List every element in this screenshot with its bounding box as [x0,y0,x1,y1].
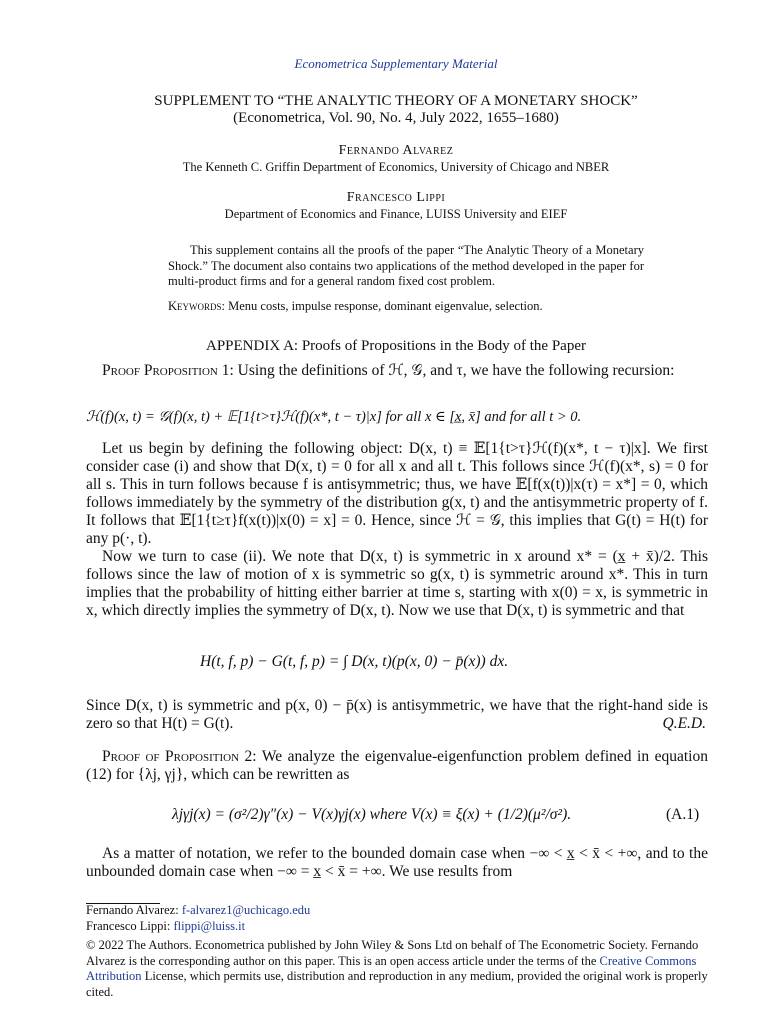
equation-eigen: λjγj(x) = (σ²/2)γ″(x) − V(x)γj(x) where V(x) ≡ ξ(x) + (1/2)(μ²/σ²). [172,806,572,823]
email-link-1[interactable]: f-alvarez1@uchicago.edu [181,903,311,917]
keywords-text: Menu costs, impulse response, dominant eigenvalue, selection. [228,299,543,313]
equation-number: (A.1) [666,806,700,823]
appendix-heading: APPENDIX A: Proofs of Propositions in the Body of the Paper [206,338,586,354]
author-name-2: Francesco Lippi [346,190,446,205]
proof1-label: Proof Proposition 1: [102,362,234,379]
keywords-line [168,299,543,314]
abstract: This supplement contains all the proofs of the paper “The Analytic Theory of a Monetary Shock.” The document also contains two applications of the method developed in the paper for multi-product firms and for a general random fixed cost problem. [168,243,644,288]
author-affiliation-2: Department of Economics and Finance, LUISS University and EIEF [224,207,568,221]
keywords-label: Keywords: [168,299,225,313]
proof2-text: We analyze the eigenvalue-eigenfunction problem defined in equation (12) for {λj, γj}, which can be rewritten as [86,748,708,783]
footnote-name-2: Francesco Lippi: [86,919,171,933]
footnote-name-1: Fernando Alvarez: [86,903,179,917]
author-affiliation-1: The Kenneth C. Griffin Department of Economics, University of Chicago and NBER [182,160,610,174]
journal-header: Econometrica Supplementary Material [294,56,498,71]
footnote-author-2 [86,919,245,934]
footnote-author-1 [86,903,310,918]
qed-mark: Q.E.D. [662,715,706,732]
proof1-paragraph [86,362,708,380]
proof2-paragraph [86,748,708,784]
email-link-2[interactable]: flippi@luiss.it [173,919,246,933]
proof1-case-ii-paragraph: Now we turn to case (ii). We note that D(x, t) is symmetric in x around x* = (x̲ + x̄)/2. This follows since the law of motion of x is symmetric so g(x, t) is symmetric around x*. This in turn implies that the probability of hitting either barrier at time s, starting with x(0) = x, is symmetric in x, which directly implies the symmetry of D(x, t). Now we use that D(x, t) is symmetric and that [86,548,708,619]
copyright-notice [86,938,710,1000]
proof1-conclusion: Since D(x, t) is symmetric and p(x, 0) − p̄(x) is antisymmetric, we have that the right-hand side is zero so that H(t) = G(t). [86,697,708,732]
copyright-text-start: © 2022 The Authors. Econometrica published by John Wiley & Sons Ltd on behalf of The Econometric Society. Fernando Alvarez is the corresponding author on this paper. This is an open access article under the terms of the [86,938,699,968]
paper-citation: (Econometrica, Vol. 90, No. 4, July 2022, 1655–1680) [233,110,559,126]
author-name-1: Fernando Alvarez [338,143,454,158]
license-link[interactable]: Creative Commons Attribution [86,953,697,983]
notation-paragraph: As a matter of notation, we refer to the bounded domain case when −∞ < x̲ < x̄ < +∞, and to the unbounded domain case when −∞ = x̲ < x̄ = +∞. We use results from [86,845,708,880]
paper-title: SUPPLEMENT TO “THE ANALYTIC THEORY OF A MONETARY SHOCK” [154,93,638,109]
equation-integral: H(t, f, p) − G(t, f, p) = ∫ D(x, t)(p(x, 0) − p̄(x)) dx. [200,653,509,670]
copyright-text-end: License, which permits use, distribution and reproduction in any medium, provided the original work is properly cited. [86,969,708,999]
proof2-label: Proof of Proposition 2: [102,748,257,765]
proof1-case-i-paragraph: Let us begin by defining the following object: D(x, t) ≡ 𝔼[1{t>τ}ℋ(f)(x*, t − τ)|x]. We first consider case (i) and show that D(x, t) = 0 for all x and all t. This follows since ℋ(f)(x*, s) = 0 for all s. This in turn follows because f is antisymmetric; thus, we have 𝔼[f(x(t))|x(τ) = x*] = 0, which follows immediately by the symmetry of the distribution g(x, t) and the antisymmetric property of f. It follows that 𝔼[1{t≥τ}f(x(t))|x(0) = x] = 0. Hence, since ℋ = 𝒢, this implies that G(t) = H(t) for any p(·, t). [86,440,708,547]
equation-recursion: ℋ(f)(x, t) = 𝒢(f)(x, t) + 𝔼[1{t>τ}ℋ(f)(x*, t − τ)|x] for all x ∈ [x̲, x̄] and for all t > 0. [86,409,582,425]
proof1-text: Using the definitions of ℋ, 𝒢, and τ, we have the following recursion: [237,362,675,379]
